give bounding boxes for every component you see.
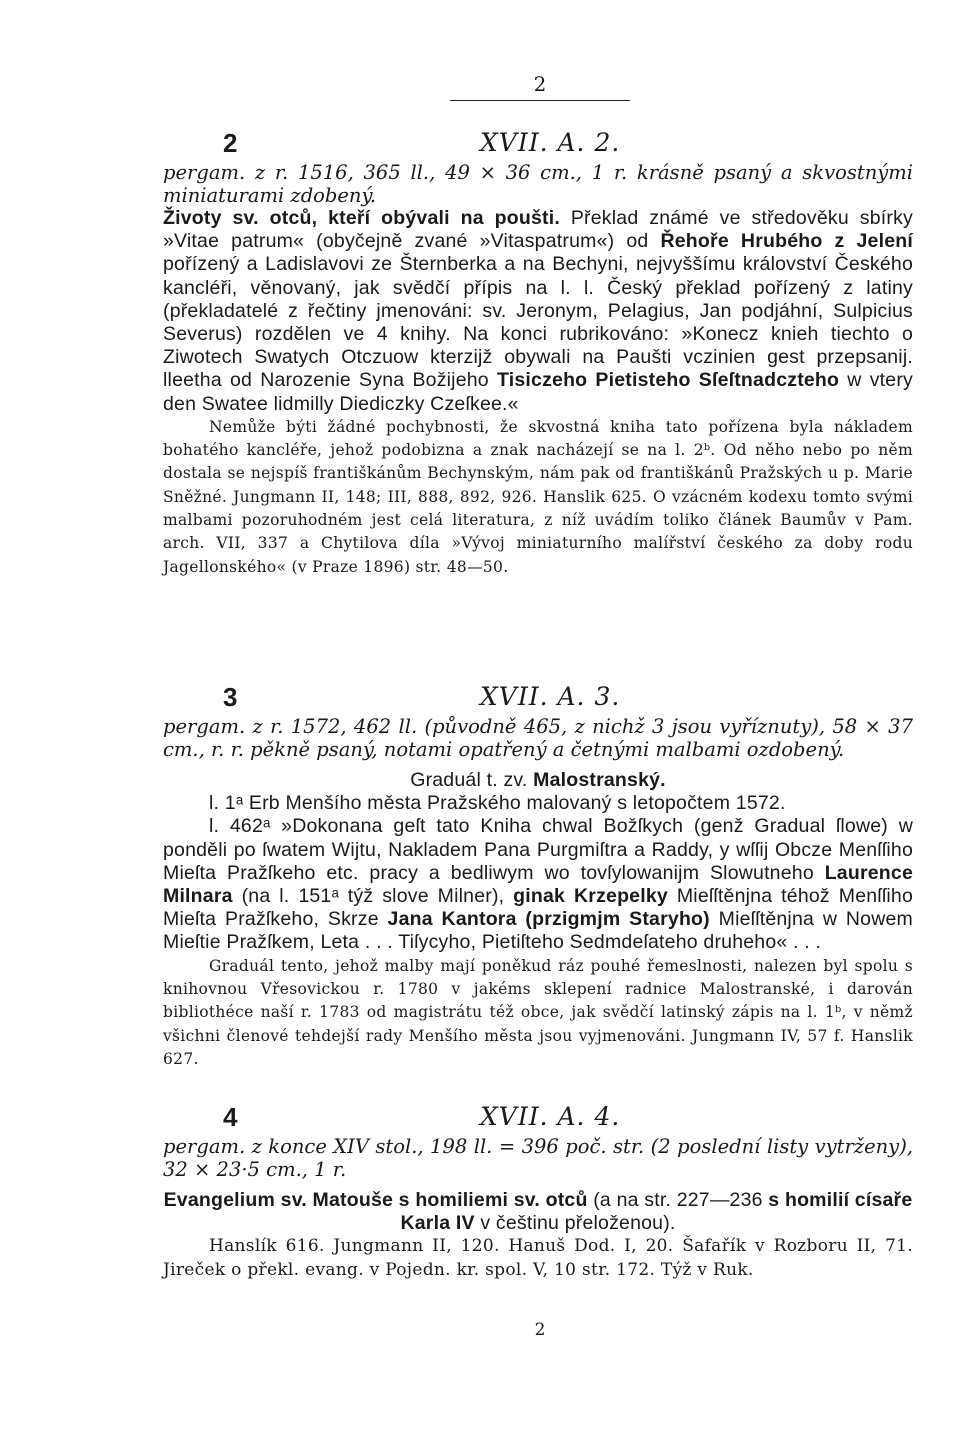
folio-line: l. 1ᵃ Erb Menšího města Pražského malovaný s letopočtem 1572. [209, 792, 786, 815]
entry-number: 2 [223, 128, 238, 158]
physical-description: pergam. z r. 1516, 365 ll., 49 × 36 cm., 1 r. krásně psaný a skvostnými miniaturami zdobený. [163, 161, 913, 207]
person-name: Jana Kantora (przigmjm Staryho) [387, 908, 710, 931]
page-number-top: 2 [533, 72, 547, 96]
bibliographic-note: Nemůže býti žádné pochybnosti, že skvostná kniha tato pořízena byla nákladem bohatého kancléře, jehož podobizna a znak nacházejí se na l. 2ᵇ. Od něho nebo po něm dostala se nejspíš františkánům Bechynským, nám pak od františkánů Pražských u p. Marie Sněžné. Jungmann II, 148; III, 888, 892, 926. Hanslik 625. O vzácném kodexu tomto svými malbami pozoruhodném jest celá literatura, z níž uvádím toliko článek Baumův v Pam. arch. VII, 337 a Chytilova díla »Vývoj miniaturního malířství českého za doby rodu Jagellonského« (v Praze 1896) str. 48—50. [163, 417, 913, 576]
header-rule [450, 100, 630, 101]
shelf-signature: XVII. A. 4. [480, 1102, 621, 1131]
entry-4 [163, 1102, 913, 1282]
shelf-signature: XVII. A. 2. [480, 128, 621, 157]
page-number-bottom: 2 [534, 1320, 546, 1340]
physical-description: pergam. z r. 1572, 462 ll. (původně 465, z nichž 3 jsou vyříznuty), 58 × 37 cm., r. r. pěkně psaný, notami opatřený a četnými malbami ozdobený. [163, 715, 913, 761]
person-name: ginak Krzepelky [513, 885, 668, 908]
shelf-signature: XVII. A. 3. [480, 682, 621, 711]
work-title: Životy sv. otců, kteří obývali na poušti. [163, 207, 560, 229]
year-words: Tisiczeho Pietisteho Sſeſtnadczteho [496, 369, 840, 392]
bibliographic-note: Hanslík 616. Jungmann II, 120. Hanuš Dod. I, 20. Šafařík v Rozboru II, 71. Jireček o překl. evang. v Pojedn. kr. spol. V, 10 str. 172. Týž v Ruk. [163, 1236, 913, 1280]
person-name: Řehoře Hrubého z Jelení [660, 230, 913, 253]
entry-3 [163, 682, 913, 1071]
work-title: Graduál t. zv. Malostranský. [410, 769, 666, 791]
bibliographic-note: Graduál tento, jehož malby mají poněkud ráz pouhé řemeslnosti, nalezen byl spolu s knihovnou Vřesovickou r. 1780 v jakéms sklepení radnice Malostranské, i darován bibliothéce naší r. 1783 od magistrátu též obce, jak svědčí latinský zápis na l. 1ᵇ, v němž všichni členové tehdejší rady Menšího města jsou vyjmenováni. Jungmann IV, 57 f. Hanslik 627. [163, 956, 913, 1068]
work-title: Evangelium sv. Matouše s homiliemi sv. otců (a na str. 227—236 s homilií císaře Karla IV v češtinu přeloženou). [163, 1189, 913, 1235]
physical-description: pergam. z konce XIV stol., 198 ll. = 396 poč. str. (2 poslední listy vytrženy), 32 × 23·5 cm., 1 r. [163, 1135, 913, 1181]
entry-text: Životy sv. otců, kteří obývali na poušti. Překlad známé ve středověku sbírky »Vitae patrum« (obyčejně zvané »Vitaspatrum«) od Řehoře Hrubého z Jelení pořízený a Ladislavovi ze Šternberka a na Bechyni, nejvyššímu království Českého kancléři, věnovaný, jak svědčí přípis na l. l. Český překlad pořízený z latiny (překladatelé z řečtiny jmenováni: sv. Jeronym, Pelagius, Jan podjáhní, Sulpicius Severus) rozdělen ve 4 knihy. Na konci rubrikováno: »Konecz knieh tiechto o Ziwotech Swatych Otczuow kterzijž obywali na Paušti vczinien gest przepsanij. lleetha od Narozenie Syna Božijeho Tisiczeho Pietisteho Sſeſtnadczteho w vtery den Swatee lidmilly Diediczky Czeſkee.« [163, 207, 913, 415]
entry-number: 3 [223, 682, 238, 712]
colophon-text: l. 462ᵃ »Dokonana geſt tato Kniha chwal Božſkych (genž Gradual ſlowe) w ponděli po ſwatem Wijtu, Nakladem Pana Purgmiſtra a Raddy, y wſſij Obcze Menſſiho Mieſta Pražſkeho etc. pracy a bedliwym wo tovſylowanijm Slowutneho Laurence Milnara (na l. 151ᵃ týž slove Milner), ginak Krzepelky Mieſſtěnjna téhož Menſſiho Mieſta Pražſkeho, Skrze Jana Kantora (przigmjm Staryho) Mieſſtěnjna w Nowem Mieſtie Pražſkem, Leta . . . Tiſycyho, Pietiſteho Sedmdeſateho druheho« . . . [163, 815, 913, 954]
entry-2-heading [163, 128, 913, 162]
entry-number: 4 [223, 1102, 238, 1132]
entry-4-heading [163, 1102, 913, 1136]
person-name: Laurence Milnara [163, 861, 913, 908]
entry-2 [163, 128, 913, 579]
entry-3-heading [163, 682, 913, 716]
